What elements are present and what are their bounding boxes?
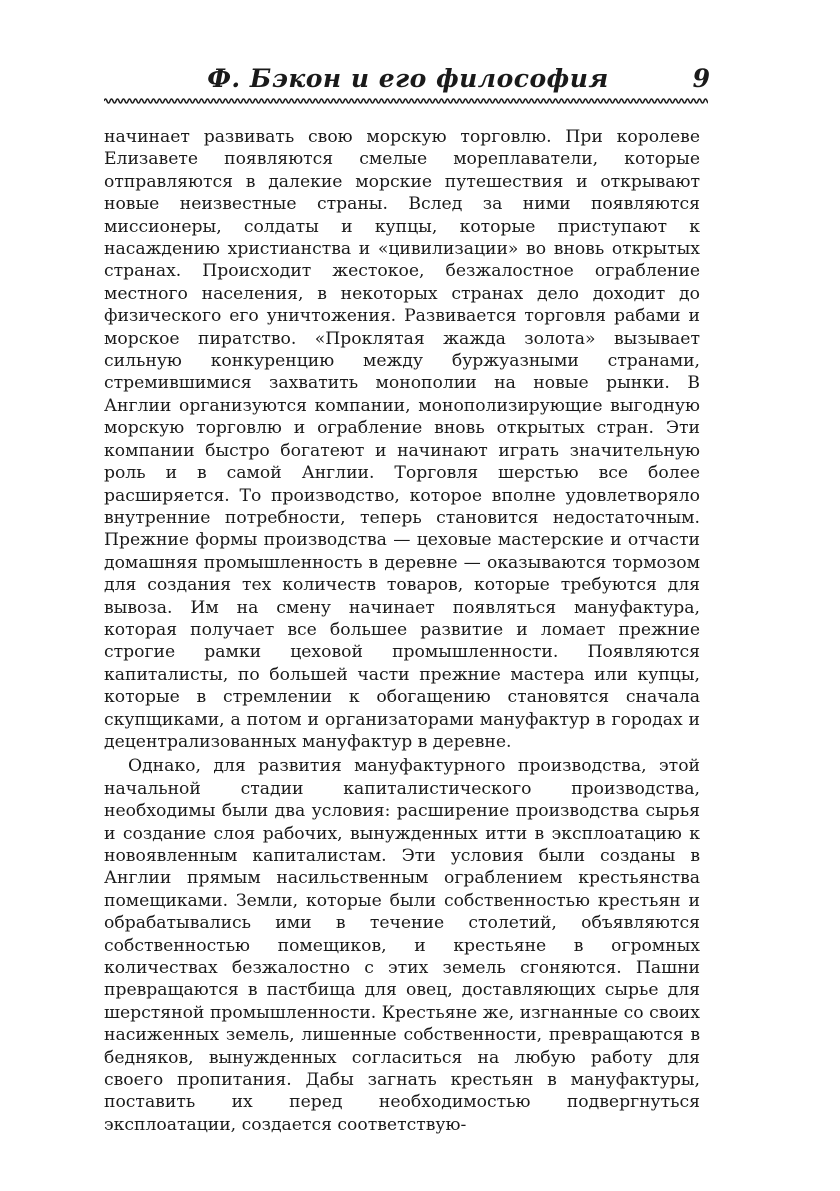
running-head (104, 62, 712, 98)
running-title: Ф. Бэкон и его философия (207, 64, 609, 93)
decorative-wavy-rule (104, 96, 708, 106)
paragraph-2: Однако, для развития мануфактурного производства, этой начальной стадии капиталистического производства, необходимы были два условия: расширение производства сырья и создание слоя рабочих, вынужденных итти в эксплоатацию к новоявленным капиталистам. Эти условия были созданы в Англии прямым насильственным ограблением крестьянства помещиками. Земли, которые были собственностью крестьян и обрабатывались ими в течение столетий, объявляются собственностью помещиков, и крестьяне в огромных количествах безжалостно с этих земель сгоняются. Пашни превращаются в пастбища для овец, доставляющих сырье для шерстяной промышленности. Крестьяне же, изгнанные со своих насиженных земель, лишенные собственности, превращаются в бедняков, вынужденных согласиться на любую работу для своего пропитания. Дабы загнать крестьян в мануфактуры, поставить их перед необходимостью подвергнуться эксплоатации, создается соответствую- (104, 756, 700, 1135)
paragraph-1: начинает развивать свою морскую торговлю. При королеве Елизавете появляются смелые мореплаватели, которые отправляются в далекие морские путешествия и открывают новые неизвестные страны. Вслед за ними появляются миссионеры, солдаты и купцы, которые приступают к насаждению христианства и «цивилизации» во вновь открытых странах. Происходит жестокое, безжалостное ограбление местного населения, в некоторых странах дело доходит до физического его уничтожения. Развивается торговля рабами и морское пиратство. «Проклятая жажда золота» вызывает сильную конкуренцию между буржуазными странами, стремившимися захватить монополии на новые рынки. В Англии организуются компании, монополизирующие выгодную морскую торговлю и ограбление вновь открытых стран. Эти компании быстро богатеют и начинают играть значительную роль и в самой Англии. Торговля шерстью все более расширяется. То производство, которое вполне удовлетворяло внутренние потребности, теперь становится недостаточным. Прежние формы производства — цеховые мастерские и отчасти домашняя промышленность в деревне — оказываются тормозом для создания тех количеств товаров, которые требуются для вывоза. Им на смену начинает появляться мануфактура, которая получает все большее развитие и ломает прежние строгие рамки цеховой промышленности. Появляются капиталисты, по большей части прежние мастера или купцы, которые в стремлении к обогащению становятся сначала скупщиками, а потом и организаторами мануфактур в городах и децентрализованных мануфактур в деревне. (104, 127, 700, 752)
page-number: 9 (692, 64, 710, 93)
body-text (104, 126, 700, 1136)
